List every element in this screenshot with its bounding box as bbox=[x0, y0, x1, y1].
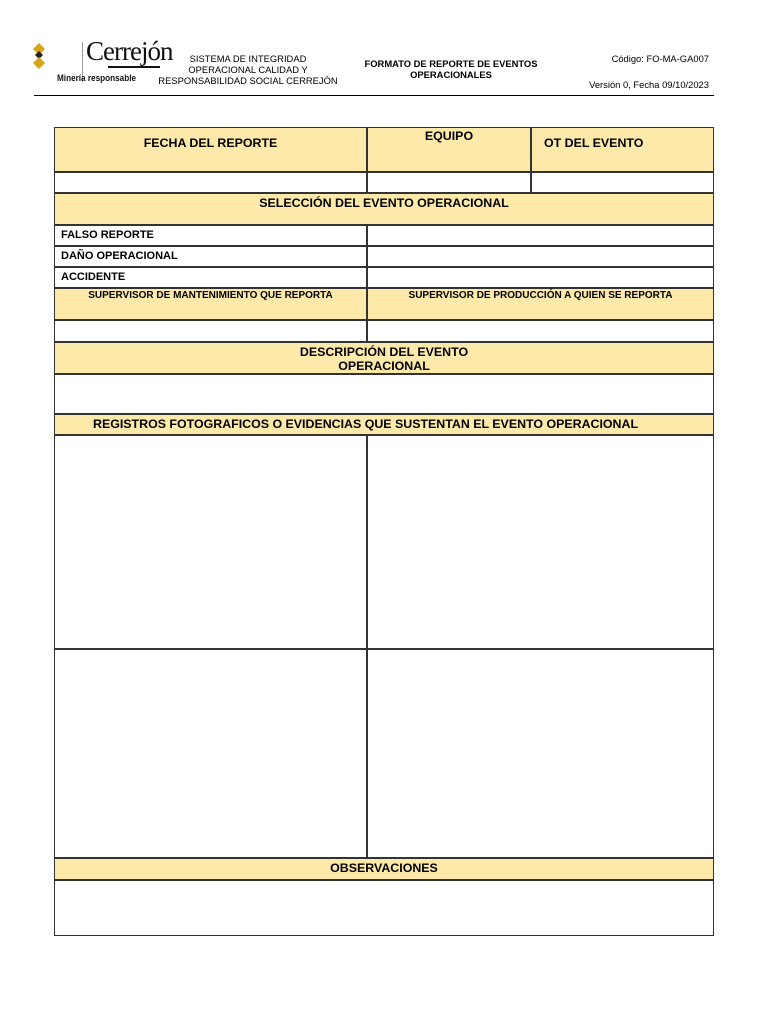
fecha-reporte-field[interactable] bbox=[54, 172, 367, 193]
sup-mantenimiento-field[interactable] bbox=[54, 320, 367, 342]
logo-diamond-icon bbox=[32, 43, 46, 71]
option-row-dano-operacional bbox=[54, 246, 367, 267]
format-title bbox=[355, 58, 547, 80]
logo-underline bbox=[108, 66, 160, 68]
sup-produccion-label: SUPERVISOR DE PRODUCCIÓN A QUIEN SE REPORTA bbox=[408, 290, 673, 301]
system-line: RESPONSABILIDAD SOCIAL CERREJÓN bbox=[158, 75, 338, 86]
header-divider bbox=[34, 95, 714, 96]
option-row-accidente bbox=[54, 267, 367, 288]
sup-mantenimiento-header bbox=[54, 288, 367, 320]
report-form bbox=[54, 127, 714, 936]
company-logo bbox=[30, 36, 173, 88]
evidence-photo-1[interactable] bbox=[54, 435, 367, 649]
evidence-photo-3[interactable] bbox=[54, 649, 367, 858]
logo-wordmark: Cerrejón bbox=[86, 36, 173, 66]
ot-evento-field[interactable] bbox=[531, 172, 714, 193]
evidence-photo-4[interactable] bbox=[367, 649, 714, 858]
format-title-line: FORMATO DE REPORTE DE EVENTOS bbox=[364, 58, 538, 69]
format-title-line: OPERACIONALES bbox=[410, 69, 492, 80]
sup-produccion-header bbox=[367, 288, 714, 320]
sup-mantenimiento-label: SUPERVISOR DE MANTENIMIENTO QUE REPORTA bbox=[88, 290, 333, 301]
accidente-field[interactable] bbox=[367, 267, 714, 288]
evidence-photo-2[interactable] bbox=[367, 435, 714, 649]
equipo-header bbox=[367, 127, 531, 172]
observaciones-field[interactable] bbox=[54, 880, 714, 936]
sup-produccion-field[interactable] bbox=[367, 320, 714, 342]
system-name bbox=[154, 53, 342, 86]
descripcion-title-line: OPERACIONAL bbox=[338, 359, 430, 373]
ot-evento-label: OT DEL EVENTO bbox=[544, 136, 644, 150]
document-version: Versión 0, Fecha 09/10/2023 bbox=[589, 79, 709, 90]
observaciones-header bbox=[54, 858, 714, 880]
document-code: Código: FO-MA-GA007 bbox=[611, 53, 709, 64]
descripcion-title bbox=[55, 345, 713, 373]
fecha-reporte-label: FECHA DEL REPORTE bbox=[143, 136, 278, 150]
descripcion-field[interactable] bbox=[54, 374, 714, 414]
option-row-falso-reporte bbox=[54, 225, 367, 246]
descripcion-title-line: DESCRIPCIÓN DEL EVENTO bbox=[299, 345, 469, 359]
seleccion-title: SELECCIÓN DEL EVENTO OPERACIONAL bbox=[259, 196, 509, 210]
logo-tagline: Minería responsable bbox=[57, 73, 137, 84]
registros-header bbox=[54, 414, 714, 435]
observaciones-title: OBSERVACIONES bbox=[330, 861, 438, 875]
equipo-field[interactable] bbox=[367, 172, 531, 193]
option-label: DAÑO OPERACIONAL bbox=[61, 250, 178, 262]
descripcion-header bbox=[54, 342, 714, 374]
equipo-label: EQUIPO bbox=[424, 129, 474, 143]
fecha-reporte-header bbox=[54, 127, 367, 172]
registros-title: REGISTROS FOTOGRAFICOS O EVIDENCIAS QUE SUSTENTAN EL EVENTO OPERACIONAL bbox=[93, 417, 639, 431]
option-label: FALSO REPORTE bbox=[61, 229, 154, 241]
dano-operacional-field[interactable] bbox=[367, 246, 714, 267]
option-label: ACCIDENTE bbox=[61, 271, 126, 283]
system-line: OPERACIONAL CALIDAD Y bbox=[188, 64, 308, 75]
system-line: SISTEMA DE INTEGRIDAD bbox=[189, 53, 307, 64]
falso-reporte-field[interactable] bbox=[367, 225, 714, 246]
ot-evento-header bbox=[531, 127, 714, 172]
seleccion-header bbox=[54, 193, 714, 225]
